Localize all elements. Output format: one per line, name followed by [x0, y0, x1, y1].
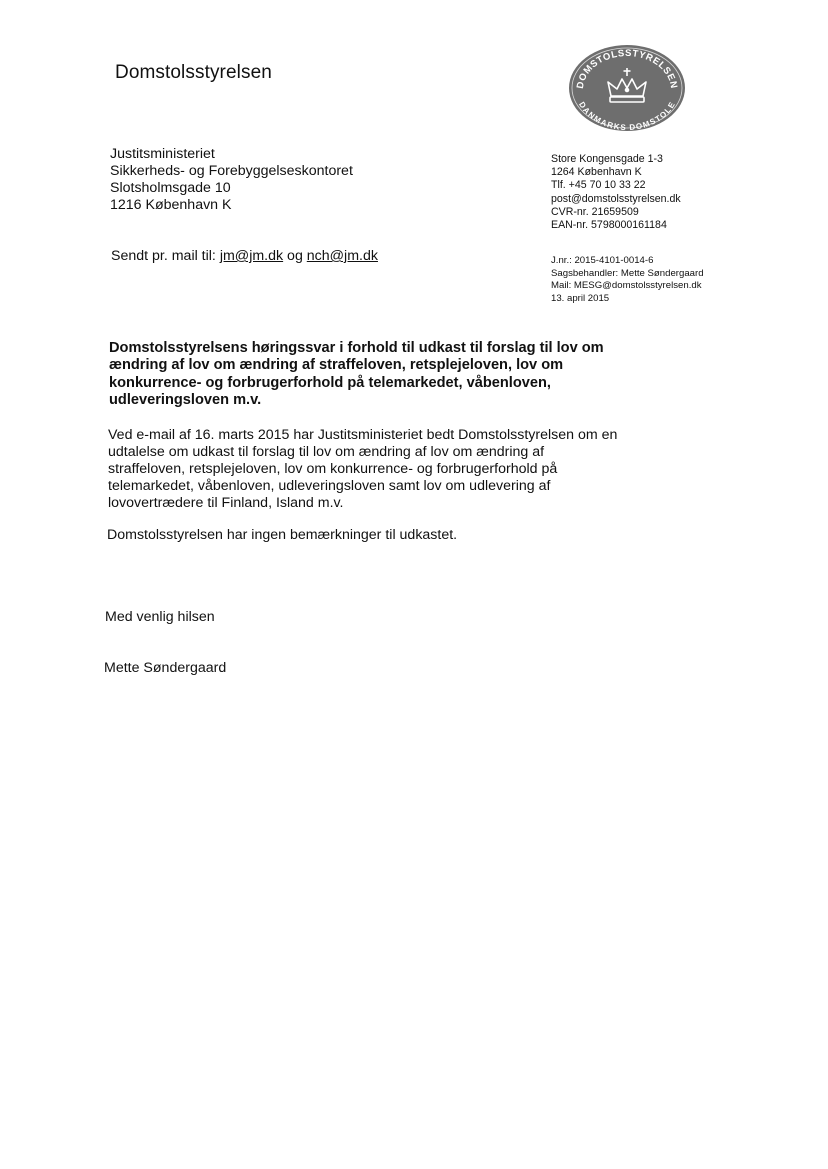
email-link-nch[interactable]: nch@jm.dk	[306, 248, 378, 264]
case-info-block	[551, 255, 704, 305]
email-link-jm[interactable]: jm@jm.dk	[219, 248, 284, 264]
sender-contact-block	[551, 153, 681, 232]
contact-line: CVR-nr. 21659509	[551, 205, 639, 218]
recipient-line: 1216 København K	[110, 197, 232, 213]
letter-date: 13. april 2015	[551, 292, 610, 304]
contact-line: Store Kongensgade 1-3	[551, 153, 663, 165]
recipient-line: Slotsholmsgade 10	[110, 180, 231, 196]
body-paragraph: Domstolsstyrelsen har ingen bemærkninger til udkastet.	[107, 527, 458, 543]
contact-line: 1264 København K	[551, 166, 642, 179]
seal-bottom-text: DANMARKS DOMSTOLE	[577, 100, 677, 132]
sent-by-mail-line	[111, 248, 378, 264]
case-number: J.nr.: 2015-4101-0014-6	[551, 255, 654, 266]
letter-subject: Domstolsstyrelsens høringssvar i forhold til udkast til forslag til lov om ændring af lov om ændring af straffeloven, retsplejeloven, lov om konkurrence- og forbrugerforhold på telemarkedet, våbenloven, udleveringsloven m.v.	[109, 340, 604, 409]
recipient-address	[110, 146, 353, 214]
signature-name: Mette Søndergaard	[104, 660, 227, 676]
body-paragraph: Ved e-mail af 16. marts 2015 har Justitsministeriet bedt Domstolsstyrelsen om en udtalelse om udkast til forslag til lov om ændring af lov om ændring af straffeloven, retsplejeloven, lov om konkurrence- og forbrugerforhold på telemarkedet, våbenloven, udleveringsloven samt lov om udlevering af lovovertrædere til Finland, Island m.v.	[108, 427, 618, 511]
contact-line: post@domstolsstyrelsen.dk	[551, 192, 681, 205]
recipient-line: Sikkerheds- og Forebyggelseskontoret	[110, 163, 353, 179]
contact-line: Tlf. +45 70 10 33 22	[551, 179, 646, 192]
recipient-line: Justitsministeriet	[110, 146, 215, 162]
sent-by-mail-label: Sendt pr. mail til:	[111, 248, 220, 264]
conjunction-text: og	[283, 248, 307, 264]
court-seal-logo	[567, 44, 687, 132]
seal-top-text: DOMSTOLSSTYRELSEN	[574, 47, 680, 90]
contact-line: EAN-nr. 5798000161184	[551, 219, 667, 232]
closing-greeting: Med venlig hilsen	[105, 609, 215, 625]
case-mail: Mail: MESG@domstolsstyrelsen.dk	[551, 280, 702, 292]
case-handler: Sagsbehandler: Mette Søndergaard	[551, 267, 704, 279]
sender-name: Domstolsstyrelsen	[115, 62, 272, 83]
